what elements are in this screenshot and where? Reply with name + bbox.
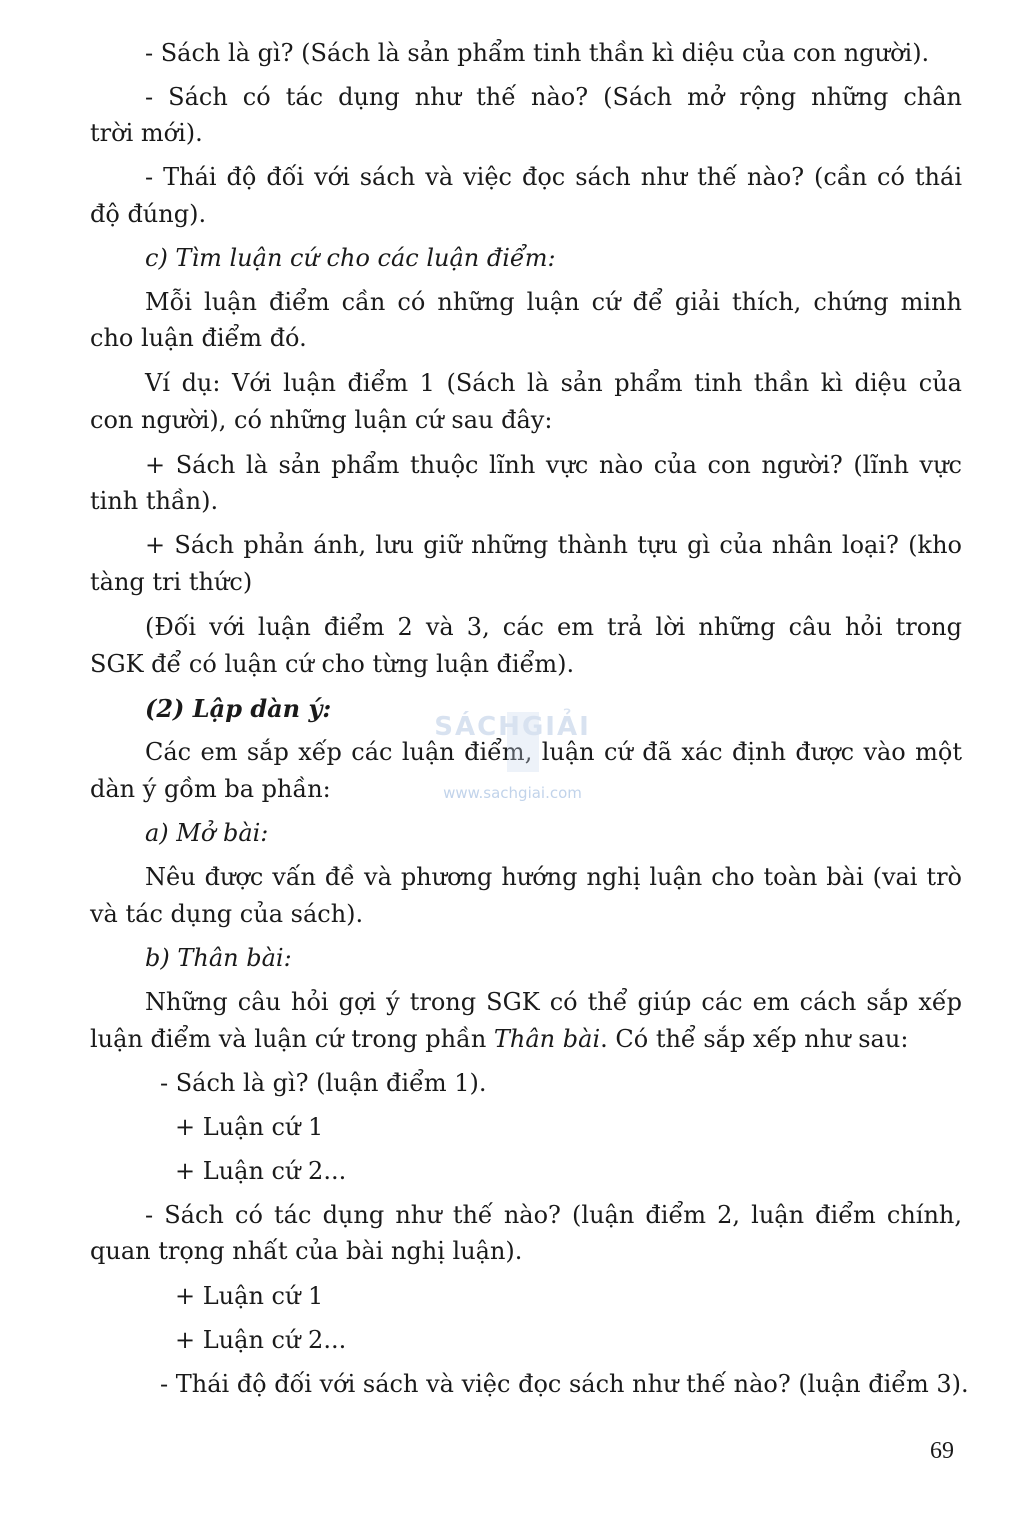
watermark-logo: SÁCHGIẢI	[434, 712, 591, 742]
text-line: tàng tri thức)	[90, 568, 253, 596]
text-line: Mỗi luận điểm cần có những luận cứ để giải thích, chứng minh	[145, 288, 962, 316]
text-line: Các em sắp xếp các luận điểm, luận cứ đã xác định được vào một	[145, 738, 962, 766]
section-heading: a) Mở bài:	[145, 819, 269, 847]
text-line	[90, 1024, 908, 1054]
text-line: dàn ý gồm ba phần:	[90, 775, 331, 803]
outline-subitem: + Luận cứ 2...	[175, 1157, 347, 1185]
text-line: + Sách là sản phẩm thuộc lĩnh vực nào của con người? (lĩnh vực	[145, 451, 962, 479]
text-span: . Có thể sắp xếp như sau:	[600, 1025, 909, 1053]
outline-subitem: + Luận cứ 2...	[175, 1326, 347, 1354]
text-line: độ đúng).	[90, 200, 207, 228]
watermark	[425, 712, 600, 807]
section-heading: (2) Lập dàn ý:	[145, 694, 332, 723]
outline-subitem: + Luận cứ 1	[175, 1282, 324, 1310]
text-line: Ví dụ: Với luận điểm 1 (Sách là sản phẩm tinh thần kì diệu của	[145, 369, 962, 397]
text-line: con người), có những luận cứ sau đây:	[90, 406, 553, 434]
text-line: (Đối với luận điểm 2 và 3, các em trả lời những câu hỏi trong	[145, 613, 962, 641]
text-span: luận điểm và luận cứ trong phần	[90, 1025, 494, 1053]
text-line: - Sách là gì? (Sách là sản phẩm tinh thần kì diệu của con người).	[145, 39, 930, 67]
text-line: Nêu được vấn đề và phương hướng nghị luận cho toàn bài (vai trò	[145, 863, 962, 891]
section-heading: b) Thân bài:	[145, 944, 292, 972]
watermark-url: www.sachgiai.com	[443, 784, 582, 802]
section-heading: c) Tìm luận cứ cho các luận điểm:	[145, 244, 556, 272]
text-line: trời mới).	[90, 119, 203, 147]
page-number: 69	[930, 1438, 954, 1464]
outline-item: - Sách là gì? (luận điểm 1).	[160, 1069, 487, 1097]
text-line: tinh thần).	[90, 487, 219, 515]
text-line: - Sách có tác dụng như thế nào? (Sách mở rộng những chân	[145, 83, 962, 111]
emphasis-text: Thân bài	[493, 1025, 601, 1053]
outline-item: - Thái độ đối với sách và việc đọc sách như thế nào? (luận điểm 3).	[160, 1370, 969, 1398]
text-line: SGK để có luận cứ cho từng luận điểm).	[90, 650, 575, 678]
text-line: - Thái độ đối với sách và việc đọc sách như thế nào? (cần có thái	[145, 163, 962, 191]
text-line: cho luận điểm đó.	[90, 324, 307, 352]
outline-item: - Sách có tác dụng như thế nào? (luận điểm 2, luận điểm chính,	[145, 1201, 962, 1229]
text-line: và tác dụng của sách).	[90, 900, 364, 928]
text-line: + Sách phản ánh, lưu giữ những thành tựu gì của nhân loại? (kho	[145, 531, 962, 559]
outline-subitem: + Luận cứ 1	[175, 1113, 324, 1141]
text-line: quan trọng nhất của bài nghị luận).	[90, 1237, 523, 1265]
text-line: Những câu hỏi gợi ý trong SGK có thể giúp các em cách sắp xếp	[145, 988, 962, 1016]
